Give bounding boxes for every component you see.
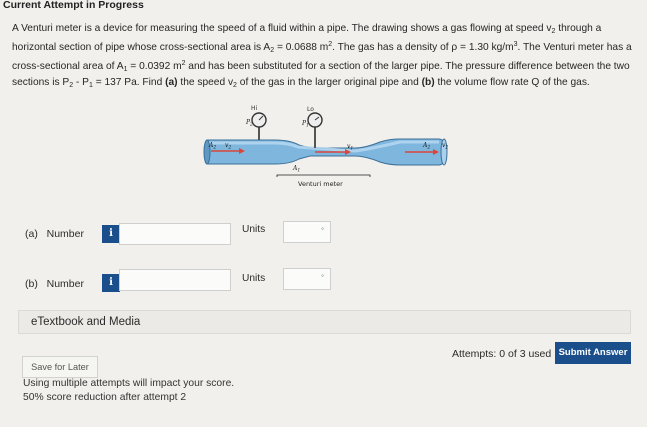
part-a-label: (a) Number (25, 228, 84, 240)
hi-label: Hi (251, 105, 258, 112)
lo-label: Lo (307, 106, 314, 113)
part-a-row (0, 219, 647, 249)
part-b-label: (b) Number (25, 278, 84, 290)
p1-label: $P_1$ (302, 120, 309, 129)
score-reduction-note: 50% score reduction after attempt 2 (23, 392, 187, 403)
chevron-updown-icon: ◦ (321, 224, 324, 233)
etextbook-media-panel[interactable]: eTextbook and Media (18, 310, 631, 334)
p2-label: $P_2$ (246, 119, 253, 128)
gauge-lo-icon (308, 113, 322, 127)
gauge-hi-icon (252, 113, 266, 127)
a2-left-label: $A_2$ (209, 142, 217, 151)
part-b-row (0, 268, 647, 298)
part-b-units-select[interactable] (283, 268, 331, 290)
v2-left-label: $v_2$ (225, 142, 232, 151)
save-for-later-button[interactable]: Save for Later (22, 356, 98, 378)
attempts-note: Using multiple attempts will impact your score. (23, 378, 235, 389)
part-b-units-label: Units (242, 273, 266, 284)
part-a-info-icon[interactable]: i (102, 225, 120, 243)
part-b-number-input[interactable] (119, 269, 231, 291)
a2-right-label: $A_2$ (423, 142, 431, 151)
diagram-caption: Venturi meter (298, 180, 343, 188)
v2-right-label: $v_2$ (442, 142, 449, 151)
attempts-status: Attempts: 0 of 3 used (452, 348, 552, 360)
venturi-bracket (277, 175, 370, 177)
submit-answer-button[interactable]: Submit Answer (555, 342, 631, 364)
v1-label: $v_1$ (347, 143, 354, 152)
venturi-diagram (195, 104, 465, 194)
question-text: A Venturi meter is a device for measuring the speed of a fluid within a pipe. The drawing shows a gas flowing at speed $v_2$ through a horizontal section of pipe whose cross-sectional area is $A_2 = 0.0688$ $m^2$. The gas has a density of ρ = 1.30 $kg/m^3$. The Venturi meter has a cross-sectional area of $A_1 = 0.0392$ $m^2$ and has been substituted for a section of the larger pipe. The pressure difference between the two sections is $P_2 - P_1 = 137$ Pa. Find (a) the speed $v_2$ of the gas in the larger original pipe and (b) the volume flow rate Q of the gas. (12, 23, 632, 89)
part-a-number-input[interactable] (119, 223, 231, 245)
page-header: Current Attempt in Progress (3, 0, 144, 11)
part-a-units-label: Units (242, 224, 266, 235)
part-b-info-icon[interactable]: i (102, 274, 120, 292)
chevron-updown-icon: ◦ (321, 271, 324, 280)
part-a-units-select[interactable] (283, 221, 331, 243)
a1-label: $A_1$ (293, 165, 301, 174)
